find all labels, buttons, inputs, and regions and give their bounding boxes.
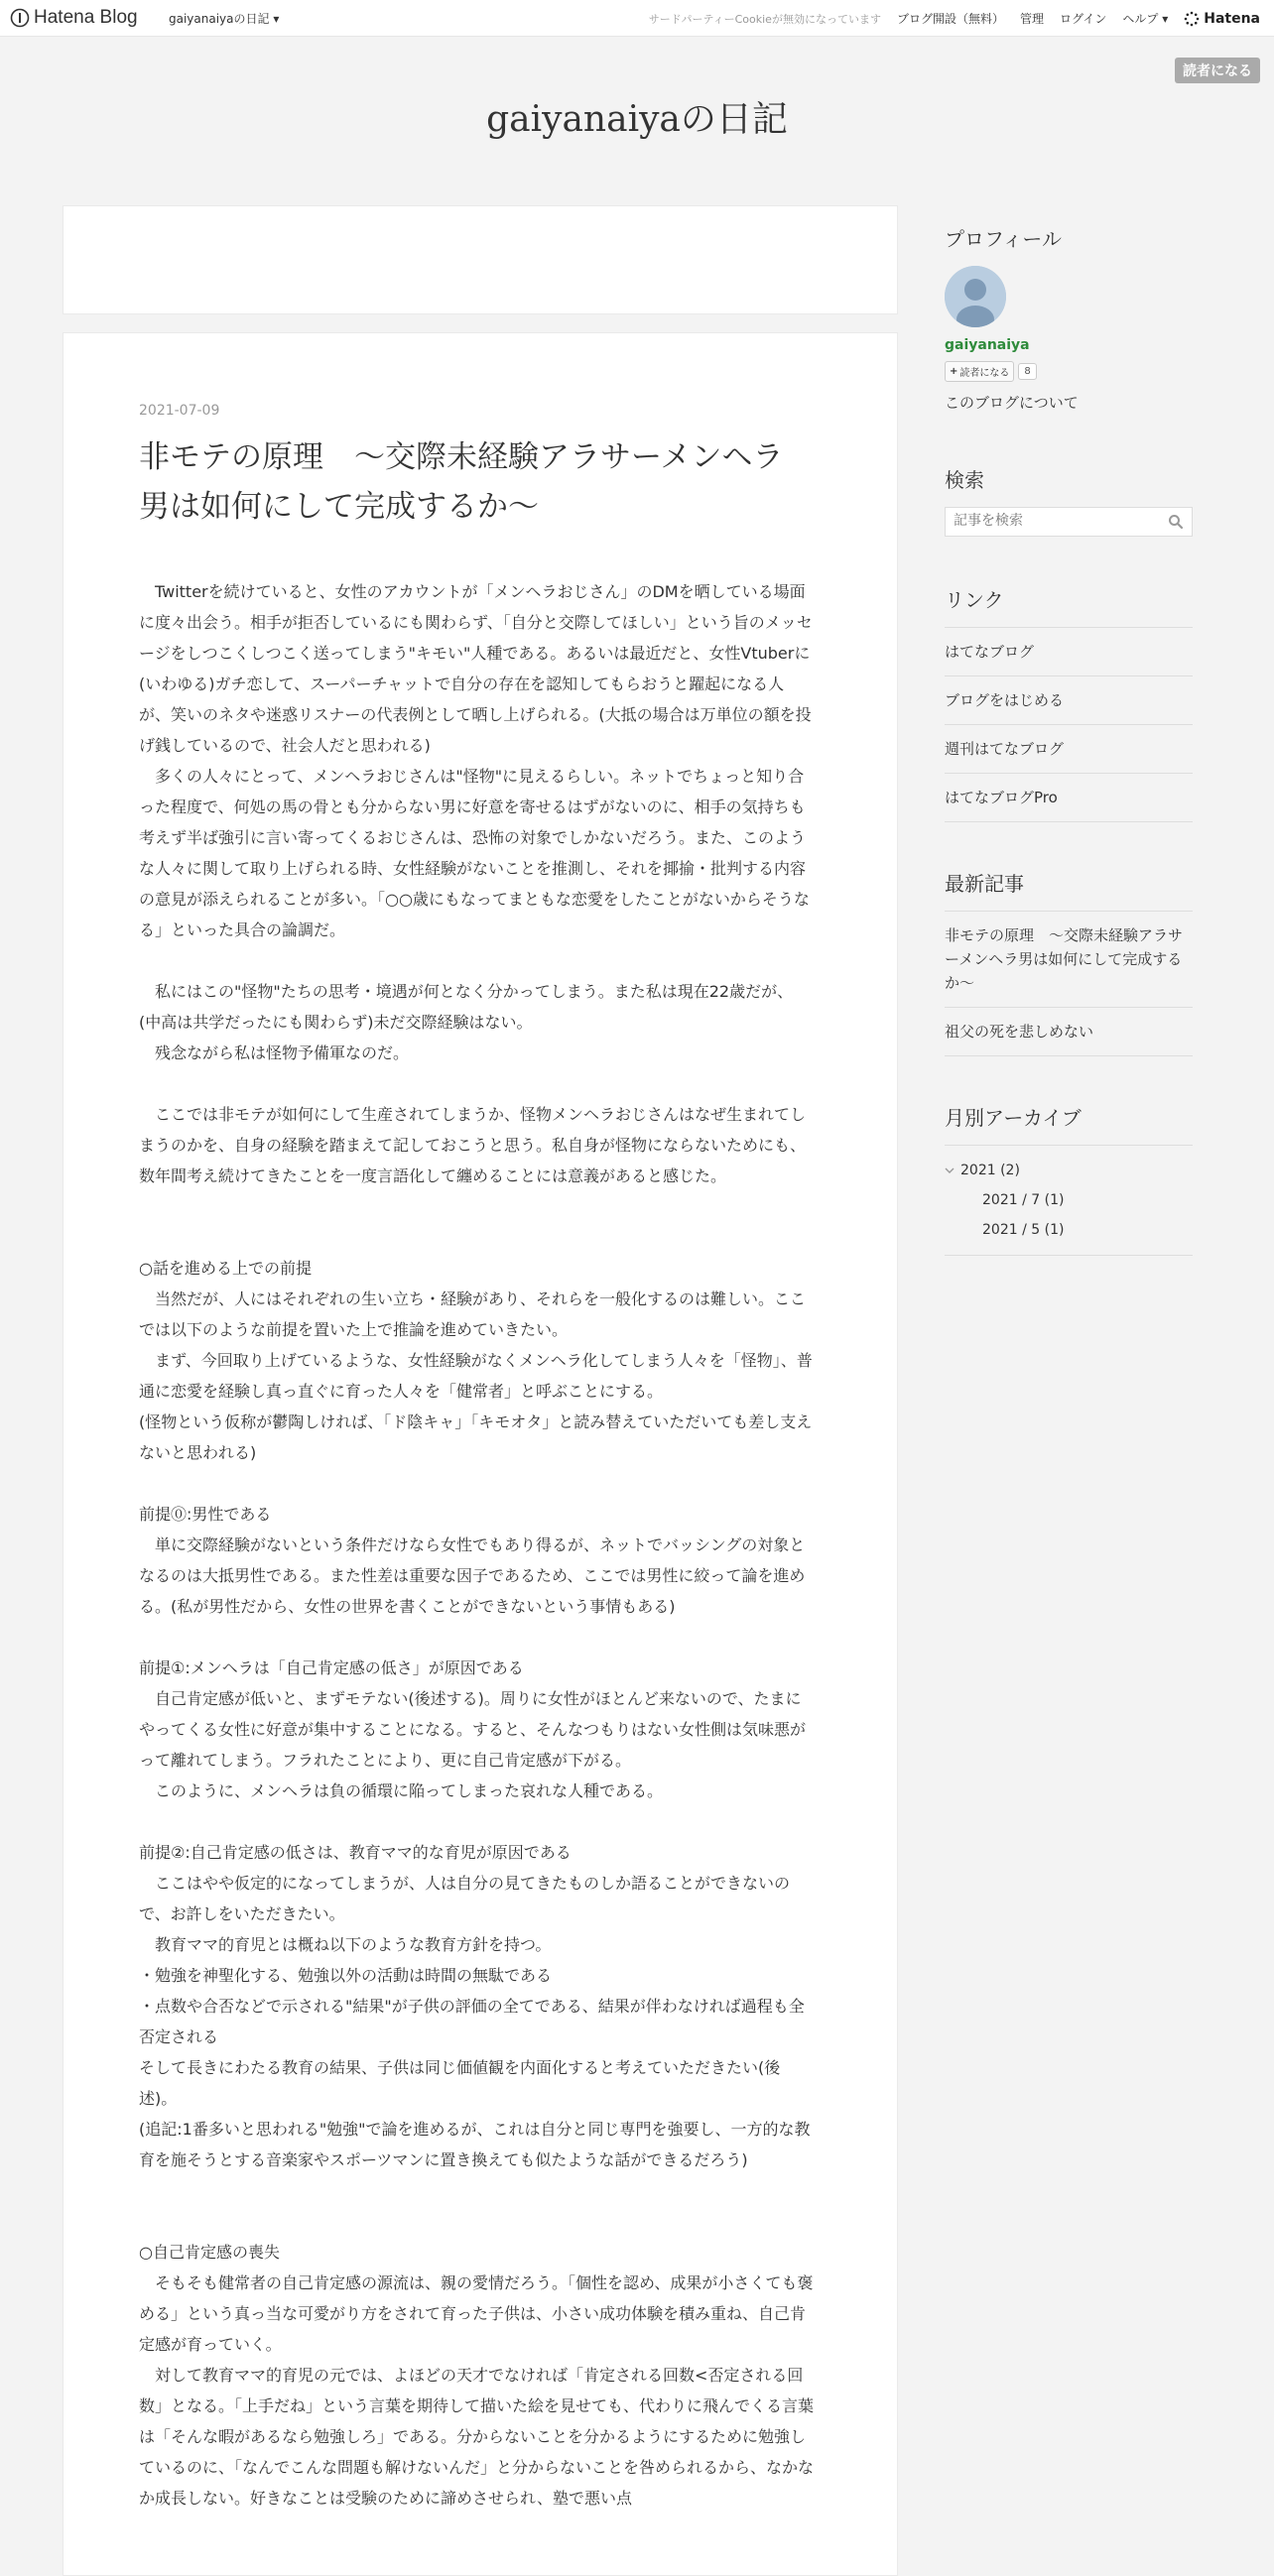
entry-paragraph: Twitterを続けていると、女性のアカウントが「メンヘラおじさん」のDMを晒している場面に度々出会う。相手が拒否しているにも関わらず、「自分と交際してほしい」という旨のメッセージをしつこくしつこく送ってしまう"キモい"人種である。あるいは最近だと、女性Vtuberに(いわゆる)ガチ恋して、スーパーチャットで自分の存在を認知してもらおうと躍起になる人が、笑いのネタや迷惑リスナーの代表例として晒し上げられる。(大抵の場合は万単位の額を投げ銭しているので、社会人だと思われる) xyxy=(139,582,813,755)
chevron-down-icon xyxy=(945,1165,955,1175)
archive-month[interactable]: 2021 / 7 (1) xyxy=(982,1192,1065,1208)
archive-year-label: 2021 (2) xyxy=(960,1163,1020,1178)
blank-line xyxy=(139,1468,814,1499)
recent-entry-2[interactable]: 祖父の死を悲しめない xyxy=(945,1008,1193,1056)
entry-paragraph: 自己肯定感が低いと、まずモテない(後述する)。周りに女性がほとんど来ないので、たまにやってくる女性に好意が集中することになる。すると、そんなつもりはない女性側は気味悪がって離れてしまう。フラれたことにより、更に自己肯定感が下がる。 xyxy=(139,1689,807,1770)
entry-title[interactable]: 非モテの原理 〜交際未経験アラサーメンヘラ男は如何にして完成するか〜 xyxy=(139,439,784,525)
link-item-pro[interactable]: はてなブログPro xyxy=(945,774,1193,822)
entry-paragraph: そもそも健常者の自己肯定感の源流は、親の愛情だろう。「個性を認め、成果が小さくても褒める」という真っ当な可愛がり方をされて育った子供は、小さい成功体験を積み重ね、自己肯定感が育っていく。 xyxy=(139,2273,814,2354)
entry-paragraph: このように、メンヘラは負の循環に陥ってしまった哀れな人種である。 xyxy=(139,1781,664,1800)
links-title: リンク xyxy=(945,588,1004,612)
entry-paragraph: 残念ながら私は怪物予備軍なのだ。 xyxy=(139,1043,410,1062)
entry-paragraph: 教育ママ的育児とは概ね以下のような教育方針を持つ。 xyxy=(139,1935,552,1954)
entry-paragraph: 私にはこの"怪物"たちの思考・境遇が何となく分かってしまう。また私は現在22歳だが、(中高は共学だったにも関わらず)未だ交際経験はない。 xyxy=(139,982,794,1032)
profile-subscribe xyxy=(945,361,1193,382)
entry-paragraph: そして長きにわたる教育の結果、子供は同じ価値観を内面化すると考えていただきたい(後述)。 xyxy=(139,2058,781,2108)
archive-year[interactable] xyxy=(945,1156,1193,1185)
help-dropdown[interactable]: ヘルプ ▾ xyxy=(1122,12,1169,26)
entry-paragraph: ここでは非モテが如何にして生産されてしまうか、怪物メンヘラおじさんはなぜ生まれてしまうのかを、自身の経験を踏まえて記しておこうと思う。私自身が怪物にならないためにも、数年間考え続けてきたことを一度言語化して纏めることには意義があると感じた。 xyxy=(139,1105,807,1185)
sidebar xyxy=(945,223,1193,1256)
archive-list xyxy=(945,1145,1193,1256)
blank-line xyxy=(139,1191,814,1222)
brand-text: Hatena Blog xyxy=(34,7,138,28)
entry-body xyxy=(139,576,814,2514)
entry-paragraph: まず、今回取り上げているような、女性経験がなくメンヘラ化してしまう人々を「怪物」、普通に恋愛を経験し真っ直ぐに育った人々を「健常者」と呼ぶことにする。 xyxy=(139,1351,813,1401)
nav-right xyxy=(649,10,1260,27)
entry-paragraph: 単に交際経験がないという条件だけなら女性でもあり得るが、ネットでバッシングの対象となるのは大抵男性である。また性差は重要な因子であるため、ここでは男性に絞って論を進める。(私が男性だから、女性の世界を書くことができないという事情もある) xyxy=(139,1535,806,1616)
entry-paragraph: 前提②:自己肯定感の低さは、教育ママ的な育児が原因である xyxy=(139,1843,572,1862)
links-module xyxy=(945,584,1193,822)
blank-line xyxy=(139,1622,814,1653)
search-icon[interactable] xyxy=(1168,514,1184,530)
default-user-icon xyxy=(945,266,1006,327)
entry-paragraph: 多くの人々にとって、メンヘラおじさんは"怪物"に見えるらしい。ネットでちょっと知り合った程度で、何処の馬の骨とも分からない男に好意を寄せるはずがないのに、相手の気持ちも考えず半ば強引に言い寄ってくるおじさんは、恐怖の対象でしかないだろう。また、このような人々に関して取り上げられる時、女性経験がないことを推測し、それを揶揄・批判する内容の意見が添えられることが多い。「○○歳にもなってまともな恋愛をしたことがないからそうなる」といった具合の論調だ。 xyxy=(139,767,810,939)
admin-link[interactable]: 管理 xyxy=(1019,12,1044,26)
blank-line xyxy=(139,2175,814,2206)
subscribe-button-top[interactable]: 読者になる xyxy=(1175,58,1260,83)
hatena-logo[interactable] xyxy=(1184,11,1260,27)
cookie-notice: サードパーティーCookieが無効になっています xyxy=(648,12,881,26)
search-title: 検索 xyxy=(945,468,984,492)
entry-paragraph: ○話を進める上での前提 xyxy=(139,1259,312,1278)
hatena-dots-icon xyxy=(1184,11,1200,27)
archive-title: 月別アーカイブ xyxy=(945,1106,1082,1130)
ad-space xyxy=(63,205,898,314)
subscribe-label: 読者になる xyxy=(959,368,1010,379)
archive-module xyxy=(945,1102,1193,1256)
archive-month[interactable]: 2021 / 5 (1) xyxy=(982,1222,1065,1238)
subscribe-button-small[interactable] xyxy=(945,361,1014,382)
profile-title: プロフィール xyxy=(945,227,1062,251)
search-box xyxy=(945,507,1193,537)
entry-paragraph: 当然だが、人にはそれぞれの生い立ち・経験があり、それらを一般化するのは難しい。ここでは以下のような前提を置いた上で推論を進めていきたい。 xyxy=(139,1289,807,1339)
avatar[interactable] xyxy=(945,266,1006,327)
entry-paragraph: 対して教育ママ的育児の元では、よほどの天才でなければ「肯定される回数<否定される回数」となる。「上手だね」という言葉を期待して描いた絵を見せても、代わりに飛んでくる言葉は「そんな暇があるなら勉強しろ」である。分からないことを分かるようにするために勉強しているのに、「なんでこんな問題も解けないんだ」と分からないことを咎められるから、なかなか成長しない。好きなことは受験のために諦めさせられ、塾で悪い点 xyxy=(139,2366,815,2508)
subscriber-count: 8 xyxy=(1018,363,1036,380)
open-blog-link[interactable]: ブログ開設（無料） xyxy=(896,12,1004,26)
top-bar xyxy=(0,0,1274,37)
entry-paragraph: ・点数や合否などで示される"結果"が子供の評価の全てである、結果が伴わなければ過程も全否定される xyxy=(139,1997,805,2046)
search-module xyxy=(945,464,1193,537)
entry-paragraph: 前提①:メンヘラは「自己肯定感の低さ」が原因である xyxy=(139,1658,524,1677)
link-item-weekly[interactable]: 週刊はてなブログ xyxy=(945,725,1193,774)
blank-line xyxy=(139,2206,814,2237)
entry-paragraph: (追記:1番多いと思われる"勉強"で論を進めるが、これは自分と同じ専門を強要し、一方的な教育を施そうとする音楽家やスポーツマンに置き換えても似たような話ができるだろう) xyxy=(139,2120,811,2169)
link-item-start-blog[interactable]: ブログをはじめる xyxy=(945,676,1193,725)
entry-paragraph: ・勉強を神聖化する、勉強以外の活動は時間の無駄である xyxy=(139,1966,553,1985)
blog-title[interactable]: gaiyanaiyaの日記 xyxy=(486,99,788,140)
link-item-hatena-blog[interactable]: はてなブログ xyxy=(945,628,1193,676)
search-input[interactable] xyxy=(946,508,1170,534)
profile-module xyxy=(945,223,1193,413)
about-blog-link[interactable]: このブログについて xyxy=(945,394,1079,412)
hatena-logo-text: Hatena xyxy=(1204,10,1260,27)
profile-name[interactable]: gaiyanaiya xyxy=(945,337,1030,353)
entry-paragraph: ○自己肯定感の喪失 xyxy=(139,2243,280,2262)
recent-list xyxy=(945,911,1193,1056)
recent-title: 最新記事 xyxy=(945,872,1024,896)
blank-line xyxy=(139,1222,814,1253)
links-list xyxy=(945,627,1193,822)
recent-entry-1[interactable]: 非モテの原理 〜交際未経験アラサーメンヘラ男は如何にして完成するか〜 xyxy=(945,912,1193,1008)
blank-line xyxy=(139,945,814,976)
article xyxy=(63,332,898,2576)
plus-icon: + xyxy=(950,366,958,377)
entry-paragraph: 前提⓪:男性である xyxy=(139,1505,272,1524)
blog-switcher-dropdown[interactable]: gaiyanaiyaの日記 ▾ xyxy=(169,12,280,26)
entry-date[interactable]: 2021-07-09 xyxy=(139,403,220,419)
blank-line xyxy=(139,1806,814,1837)
recent-module xyxy=(945,868,1193,1056)
hatena-blog-icon xyxy=(10,8,30,28)
entry-paragraph: ここはやや仮定的になってしまうが、人は自分の見てきたものしか語ることができないので、お許しをいただきたい。 xyxy=(139,1874,791,1923)
entry-paragraph: (怪物という仮称が鬱陶しければ、「ド陰キャ」「キモオタ」と読み替えていただいても差し支えないと思われる) xyxy=(139,1412,813,1462)
blank-line xyxy=(139,1068,814,1099)
login-link[interactable]: ログイン xyxy=(1059,12,1107,26)
hatena-blog-logo[interactable] xyxy=(10,7,138,29)
